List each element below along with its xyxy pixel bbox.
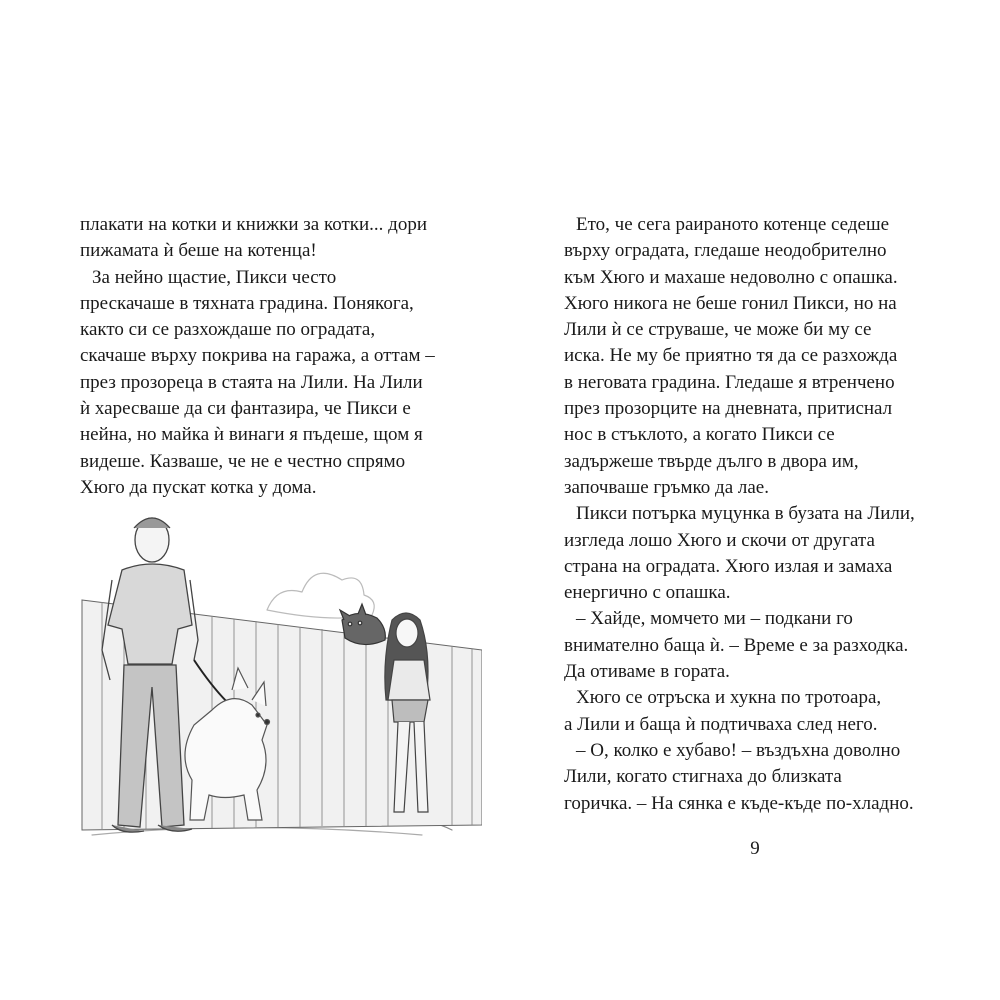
text-line: енергично с опашка. [564,582,731,604]
boy-dog-girl-cat-fence-illustration [62,500,482,870]
text-line: задържеше твърде дълго в двора им, [564,450,859,472]
text-line: изгледа лошо Хюго и скочи от другата [564,529,875,551]
text-line: плакати на котки и книжки за котки... дори [80,214,428,235]
text-line: а Лили и баща ѝ подтичваха след него. [564,713,878,735]
text-line: прескачаше в тяхната градина. Понякога, [80,292,414,314]
text-line: Хюго се отръска и хукна по тротоара, [576,687,882,709]
page-number: 9 [750,838,760,859]
text-line: през прозорците на дневната, притиснал [564,398,893,420]
text-line: нос в стъклото, а когато Пикси се [564,424,835,446]
text-line: нейна, но майка ѝ винаги я пъдеше, щом я [80,424,423,446]
text-line: Лили, когато стигнаха до близката [564,766,842,788]
text-line: към Хюго и махаше недоволно с опашка. [564,266,898,288]
text-line: Да отиваме в гората. [564,661,730,683]
text-line: скачаше върху покрива на гаража, а оттам – [80,345,435,367]
left-page-text [80,212,435,501]
text-line: За нейно щастие, Пикси често [92,266,337,288]
text-line: Лили ѝ се струваше, че може би му се [564,319,872,341]
text-line: в неговата градина. Гледаше я втренчено [564,371,895,393]
text-line: внимателно баща ѝ. – Време е за разходка. [564,634,909,656]
text-line: през прозореца в стаята на Лили. На Лили [80,371,423,393]
text-line: – О, колко е хубаво! – въздъхна доволно [576,739,901,761]
text-line: горичка. – На сянка е къде-къде по-хладно. [564,792,914,814]
text-line: започваше гръмко да лае. [564,476,769,498]
text-line: иска. Не му бе приятно тя да се разхожда [564,345,898,367]
right-page-text [564,212,915,817]
text-line: Хюго да пускат котка у дома. [80,476,317,498]
text-line: видеше. Казваше, че не е честно спрямо [80,450,406,472]
text-line: страна на оградата. Хюго излая и замаха [564,555,893,577]
text-line: Пикси потърка муцунка в бузата на Лили, [576,503,915,525]
text-line: Хюго никога не беше гонил Пикси, но на [564,292,897,314]
text-line: – Хайде, момчето ми – подкани го [576,608,853,630]
text-line: ѝ харесваше да си фантазира, че Пикси е [80,398,411,420]
text-line: върху оградата, гледаше неодобрително [564,240,887,262]
text-line: както си се разхождаше по оградата, [80,319,376,341]
text-line: пижамата ѝ беше на котенца! [80,240,317,262]
text-line: Ето, че сега раираното котенце седеше [576,214,890,235]
